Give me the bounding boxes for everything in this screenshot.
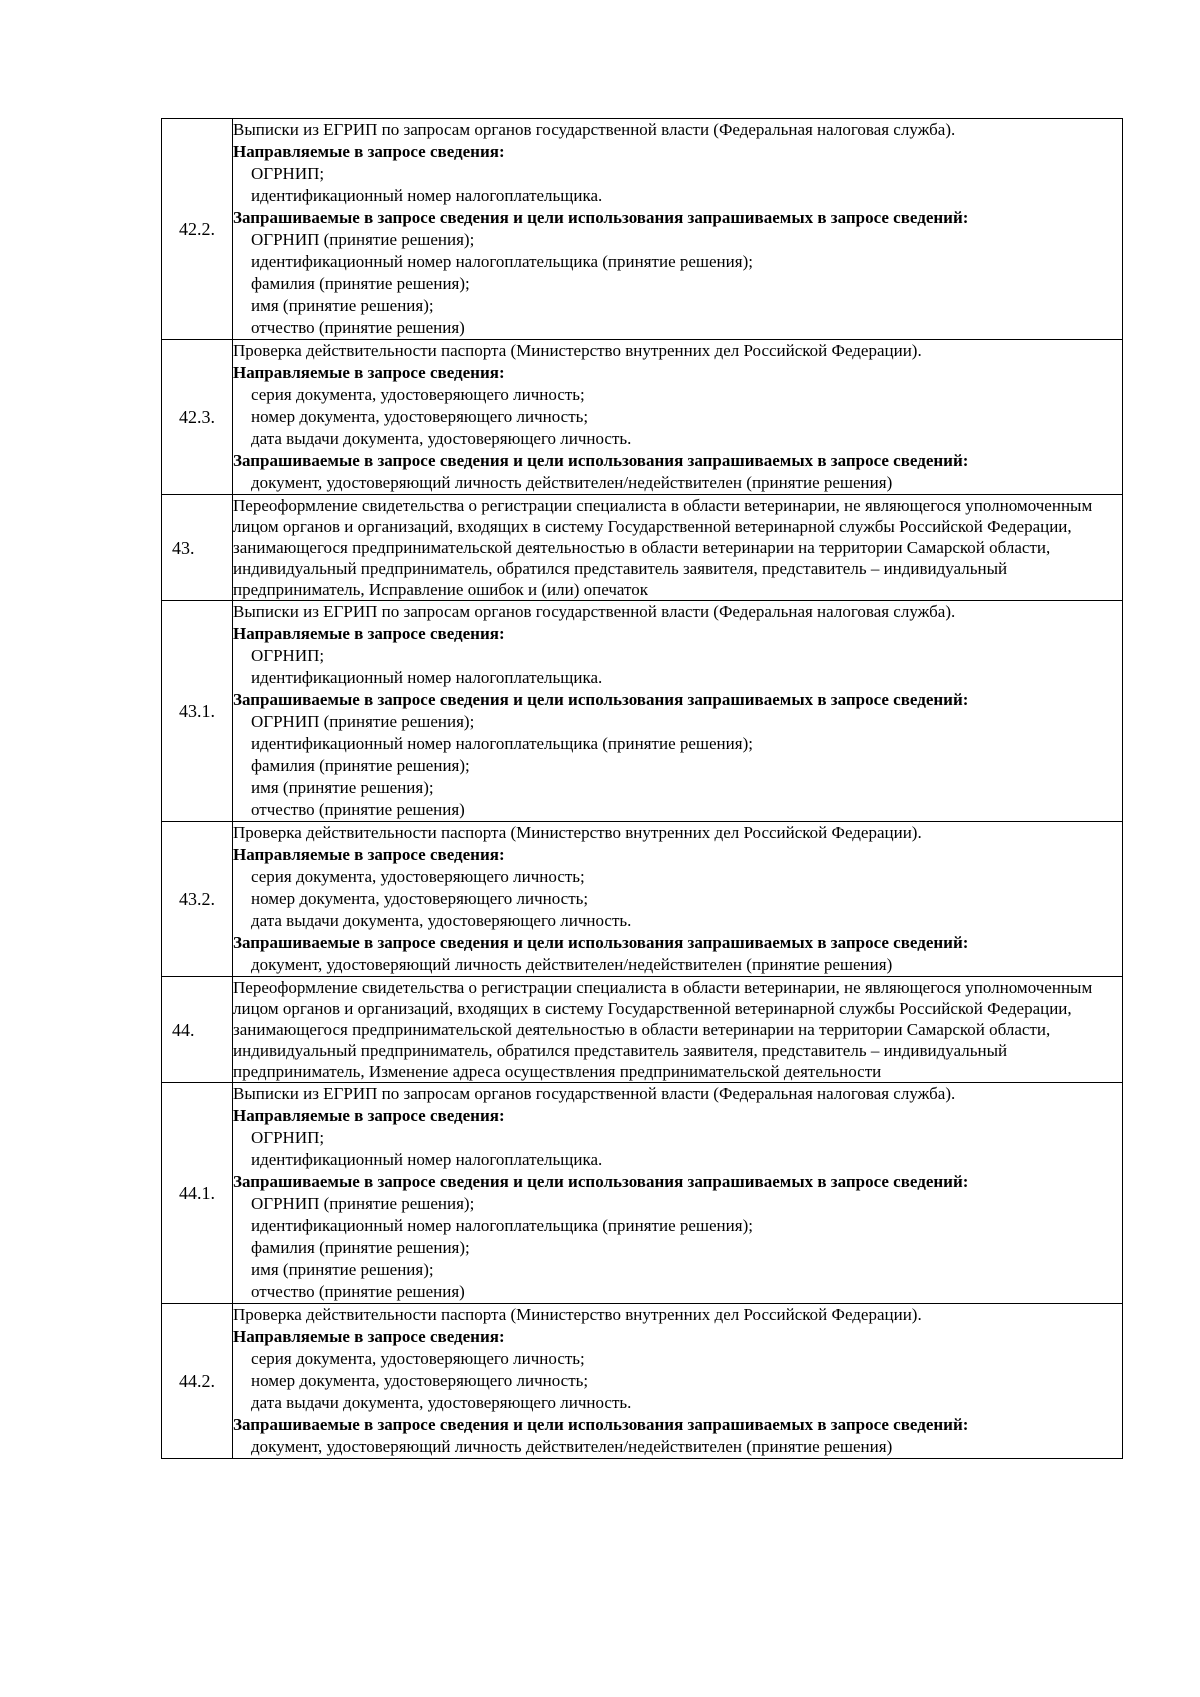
document-table: [161, 118, 1123, 1459]
row-content-cell: [233, 1083, 1123, 1304]
row-content-cell: [233, 822, 1123, 977]
list-item: имя (принятие решения);: [251, 1260, 434, 1279]
row-number: 44.1.: [179, 1183, 215, 1203]
row-number-cell: [162, 119, 233, 340]
row-content-cell: [233, 1304, 1123, 1459]
list-item: идентификационный номер налогоплательщика (принятие решения);: [251, 1216, 753, 1235]
row-number: 42.2.: [179, 219, 215, 239]
row-number: 44.: [172, 1019, 195, 1040]
list-item: отчество (принятие решения): [251, 1282, 465, 1301]
table-row: [162, 977, 1123, 1083]
section-heading: Направляемые в запросе сведения:: [233, 1106, 505, 1125]
row-number-cell: [162, 1304, 233, 1459]
list-item: идентификационный номер налогоплательщика (принятие решения);: [251, 252, 753, 271]
row-number-cell: [162, 822, 233, 977]
section-heading: Запрашиваемые в запросе сведения и цели использования запрашиваемых в запросе сведений:: [233, 1172, 969, 1191]
row-number: 43.1.: [179, 701, 215, 721]
row-number-cell: [162, 601, 233, 822]
request-title: Проверка действительности паспорта (Министерство внутренних дел Российской Федерации).: [233, 341, 922, 360]
row-number: 44.2.: [179, 1371, 215, 1391]
row-content-cell: [233, 119, 1123, 340]
request-title: Выписки из ЕГРИП по запросам органов государственной власти (Федеральная налоговая служба).: [233, 602, 956, 621]
list-item: фамилия (принятие решения);: [251, 756, 470, 775]
list-item: ОГРНИП (принятие решения);: [251, 1194, 475, 1213]
request-title: Выписки из ЕГРИП по запросам органов государственной власти (Федеральная налоговая служба).: [233, 120, 956, 139]
table-row: [162, 1304, 1123, 1459]
list-item: фамилия (принятие решения);: [251, 1238, 470, 1257]
request-title: Проверка действительности паспорта (Министерство внутренних дел Российской Федерации).: [233, 1305, 922, 1324]
section-heading: Запрашиваемые в запросе сведения и цели использования запрашиваемых в запросе сведений:: [233, 208, 969, 227]
list-item: отчество (принятие решения): [251, 318, 465, 337]
list-item: номер документа, удостоверяющего личность;: [251, 1371, 589, 1390]
row-number: 42.3.: [179, 407, 215, 427]
section-heading: Запрашиваемые в запросе сведения и цели использования запрашиваемых в запросе сведений:: [233, 1415, 969, 1434]
section-heading: Направляемые в запросе сведения:: [233, 363, 505, 382]
row-number-cell: [162, 495, 233, 601]
table-row: [162, 495, 1123, 601]
row-number-cell: [162, 340, 233, 495]
list-item: ОГРНИП;: [251, 1128, 325, 1147]
document-table-body: [162, 119, 1123, 1459]
section-heading: Направляемые в запросе сведения:: [233, 845, 505, 864]
row-content-cell: [233, 340, 1123, 495]
row-content-cell: [233, 495, 1123, 601]
table-row: [162, 340, 1123, 495]
row-number-cell: [162, 1083, 233, 1304]
list-item: отчество (принятие решения): [251, 800, 465, 819]
list-item: серия документа, удостоверяющего личность;: [251, 867, 585, 886]
table-row: [162, 601, 1123, 822]
list-item: ОГРНИП (принятие решения);: [251, 230, 475, 249]
list-item: номер документа, удостоверяющего личность;: [251, 407, 589, 426]
request-title: Выписки из ЕГРИП по запросам органов государственной власти (Федеральная налоговая служба).: [233, 1084, 956, 1103]
list-item: дата выдачи документа, удостоверяющего личность.: [251, 429, 632, 448]
list-item: имя (принятие решения);: [251, 778, 434, 797]
row-number: 43.: [172, 537, 195, 558]
list-item: ОГРНИП (принятие решения);: [251, 712, 475, 731]
list-item: дата выдачи документа, удостоверяющего личность.: [251, 1393, 632, 1412]
list-item: идентификационный номер налогоплательщика.: [251, 668, 603, 687]
table-row: [162, 1083, 1123, 1304]
section-heading: Запрашиваемые в запросе сведения и цели использования запрашиваемых в запросе сведений:: [233, 451, 969, 470]
list-item: идентификационный номер налогоплательщика (принятие решения);: [251, 734, 753, 753]
table-row: [162, 822, 1123, 977]
service-description: Переоформление свидетельства о регистрации специалиста в области ветеринарии, не являющегося уполномоченным лицом органов и организаций, входящих в систему Государственной ветеринарной службы Российской Федерации, занимающегося предпринимательской деятельностью в области ветеринарии на территории Самарской области, индивидуальный предприниматель, обратился представитель заявителя, представитель – индивидуальный предприниматель, Изменение адреса осуществления предпринимательской деятельности: [233, 978, 1093, 1081]
list-item: документ, удостоверяющий личность действителен/недействителен (принятие решения): [251, 955, 893, 974]
list-item: имя (принятие решения);: [251, 296, 434, 315]
list-item: ОГРНИП;: [251, 646, 325, 665]
section-heading: Направляемые в запросе сведения:: [233, 624, 505, 643]
row-content-cell: [233, 601, 1123, 822]
section-heading: Направляемые в запросе сведения:: [233, 142, 505, 161]
list-item: документ, удостоверяющий личность действителен/недействителен (принятие решения): [251, 473, 893, 492]
service-description: Переоформление свидетельства о регистрации специалиста в области ветеринарии, не являющегося уполномоченным лицом органов и организаций, входящих в систему Государственной ветеринарной службы Российской Федерации, занимающегося предпринимательской деятельностью в области ветеринарии на территории Самарской области, индивидуальный предприниматель, обратился представитель заявителя, представитель – индивидуальный предприниматель, Исправление ошибок и (или) опечаток: [233, 496, 1093, 599]
section-heading: Запрашиваемые в запросе сведения и цели использования запрашиваемых в запросе сведений:: [233, 933, 969, 952]
row-number-cell: [162, 977, 233, 1083]
request-title: Проверка действительности паспорта (Министерство внутренних дел Российской Федерации).: [233, 823, 922, 842]
list-item: серия документа, удостоверяющего личность;: [251, 385, 585, 404]
row-content-cell: [233, 977, 1123, 1083]
section-heading: Запрашиваемые в запросе сведения и цели использования запрашиваемых в запросе сведений:: [233, 690, 969, 709]
row-number: 43.2.: [179, 889, 215, 909]
list-item: документ, удостоверяющий личность действителен/недействителен (принятие решения): [251, 1437, 893, 1456]
list-item: идентификационный номер налогоплательщика.: [251, 186, 603, 205]
list-item: ОГРНИП;: [251, 164, 325, 183]
list-item: идентификационный номер налогоплательщика.: [251, 1150, 603, 1169]
list-item: фамилия (принятие решения);: [251, 274, 470, 293]
list-item: дата выдачи документа, удостоверяющего личность.: [251, 911, 632, 930]
list-item: серия документа, удостоверяющего личность;: [251, 1349, 585, 1368]
table-row: [162, 119, 1123, 340]
section-heading: Направляемые в запросе сведения:: [233, 1327, 505, 1346]
list-item: номер документа, удостоверяющего личность;: [251, 889, 589, 908]
